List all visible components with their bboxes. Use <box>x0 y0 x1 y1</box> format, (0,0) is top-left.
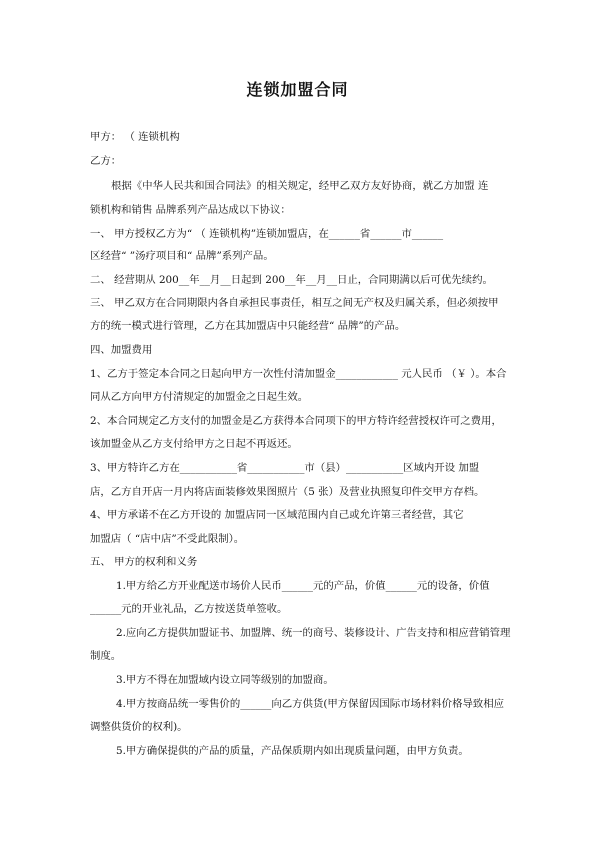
party-b-line: 乙方： <box>90 155 122 167</box>
obligation-line: 1.甲方给乙方开业配送市场价人民币______元的产品，价值______元的设备，价值 <box>116 580 490 592</box>
clause-2-line: 二、 经营期从 200__年__月__日起到 200__年__月__日止，合同期满以后可优先续约。 <box>90 274 493 286</box>
section-heading: 五、 甲方的权利和义务 <box>90 556 198 568</box>
party-a-line: 甲方： （ 连锁机构 <box>90 131 180 143</box>
clause-3-line: 方的统一模式进行管理，乙方在其加盟店中只能经营“ 品牌”的产品。 <box>90 320 406 332</box>
paragraph-line: 锁机构和销售 品牌系列产品达成以下协议： <box>90 204 291 216</box>
clause-1-line: 区经营“ ”汤疗项目和“ 品牌”系列产品。 <box>90 250 274 262</box>
clause-line: 店，乙方自开店一月内将店面装修效果图照片（5 张）及营业执照复印件交甲方存档。 <box>90 486 485 498</box>
obligation-line: 制度。 <box>90 650 122 662</box>
clause-line: 同从乙方向甲方付清规定的加盟金之日起生效。 <box>90 391 309 403</box>
paragraph-line: 根据《中华人民共和国合同法》的相关规定，经甲乙双方友好协商，就乙方加盟 连 <box>111 180 489 192</box>
clause-line: 该加盟金从乙方支付给甲方之日起不再返还。 <box>90 438 298 450</box>
clause-line: 2、本合同规定乙方支付的加盟金是乙方获得本合同项下的甲方特许经营授权许可之费用， <box>90 415 502 427</box>
clause-line: 加盟店（ “店中店”不受此限制）。 <box>90 533 245 545</box>
clause-line: 1、乙方于签定本合同之日起向甲方一次性付清加盟金____________ 元人民币 （￥ ）。本合 <box>90 368 507 380</box>
document-title: 连锁加盟合同 <box>246 80 349 99</box>
clause-3-line: 三、 甲乙双方在合同期限内各自承担民事责任，相互之间无产权及归属关系，但必须按甲 <box>90 297 499 309</box>
obligation-line: 2.应向乙方提供加盟证书、加盟牌、统一的商号、装修设计、广告支持和相应营销管理 <box>116 627 511 639</box>
obligation-line: 4.甲方按商品统一零售价的______向乙方供货(甲方保留因国际市场材料价格导致相应 <box>116 698 505 710</box>
section-heading: 四、加盟费用 <box>90 344 153 356</box>
obligation-line: 5.甲方确保提供的产品的质量，产品保质期内如出现质量问题，由甲方负责。 <box>116 745 469 757</box>
obligation-line: ______元的开业礼品，乙方按送货单签收。 <box>90 603 288 615</box>
clause-line: 3、甲方特许乙方在___________省___________市（县）___________区域内开设 加盟 <box>90 462 480 474</box>
clause-1-line: 一、 甲方授权乙方为“ （ 连锁机构”连锁加盟店，在______省______市______ <box>90 228 444 240</box>
clause-line: 4、甲方承诺不在乙方开设的 加盟店同一区域范围内自己或允许第三者经营，其它 <box>90 509 464 521</box>
obligation-line: 调整供货价的权利)。 <box>90 721 188 733</box>
obligation-line: 3.甲方不得在加盟域内设立同等级别的加盟商。 <box>116 674 334 686</box>
